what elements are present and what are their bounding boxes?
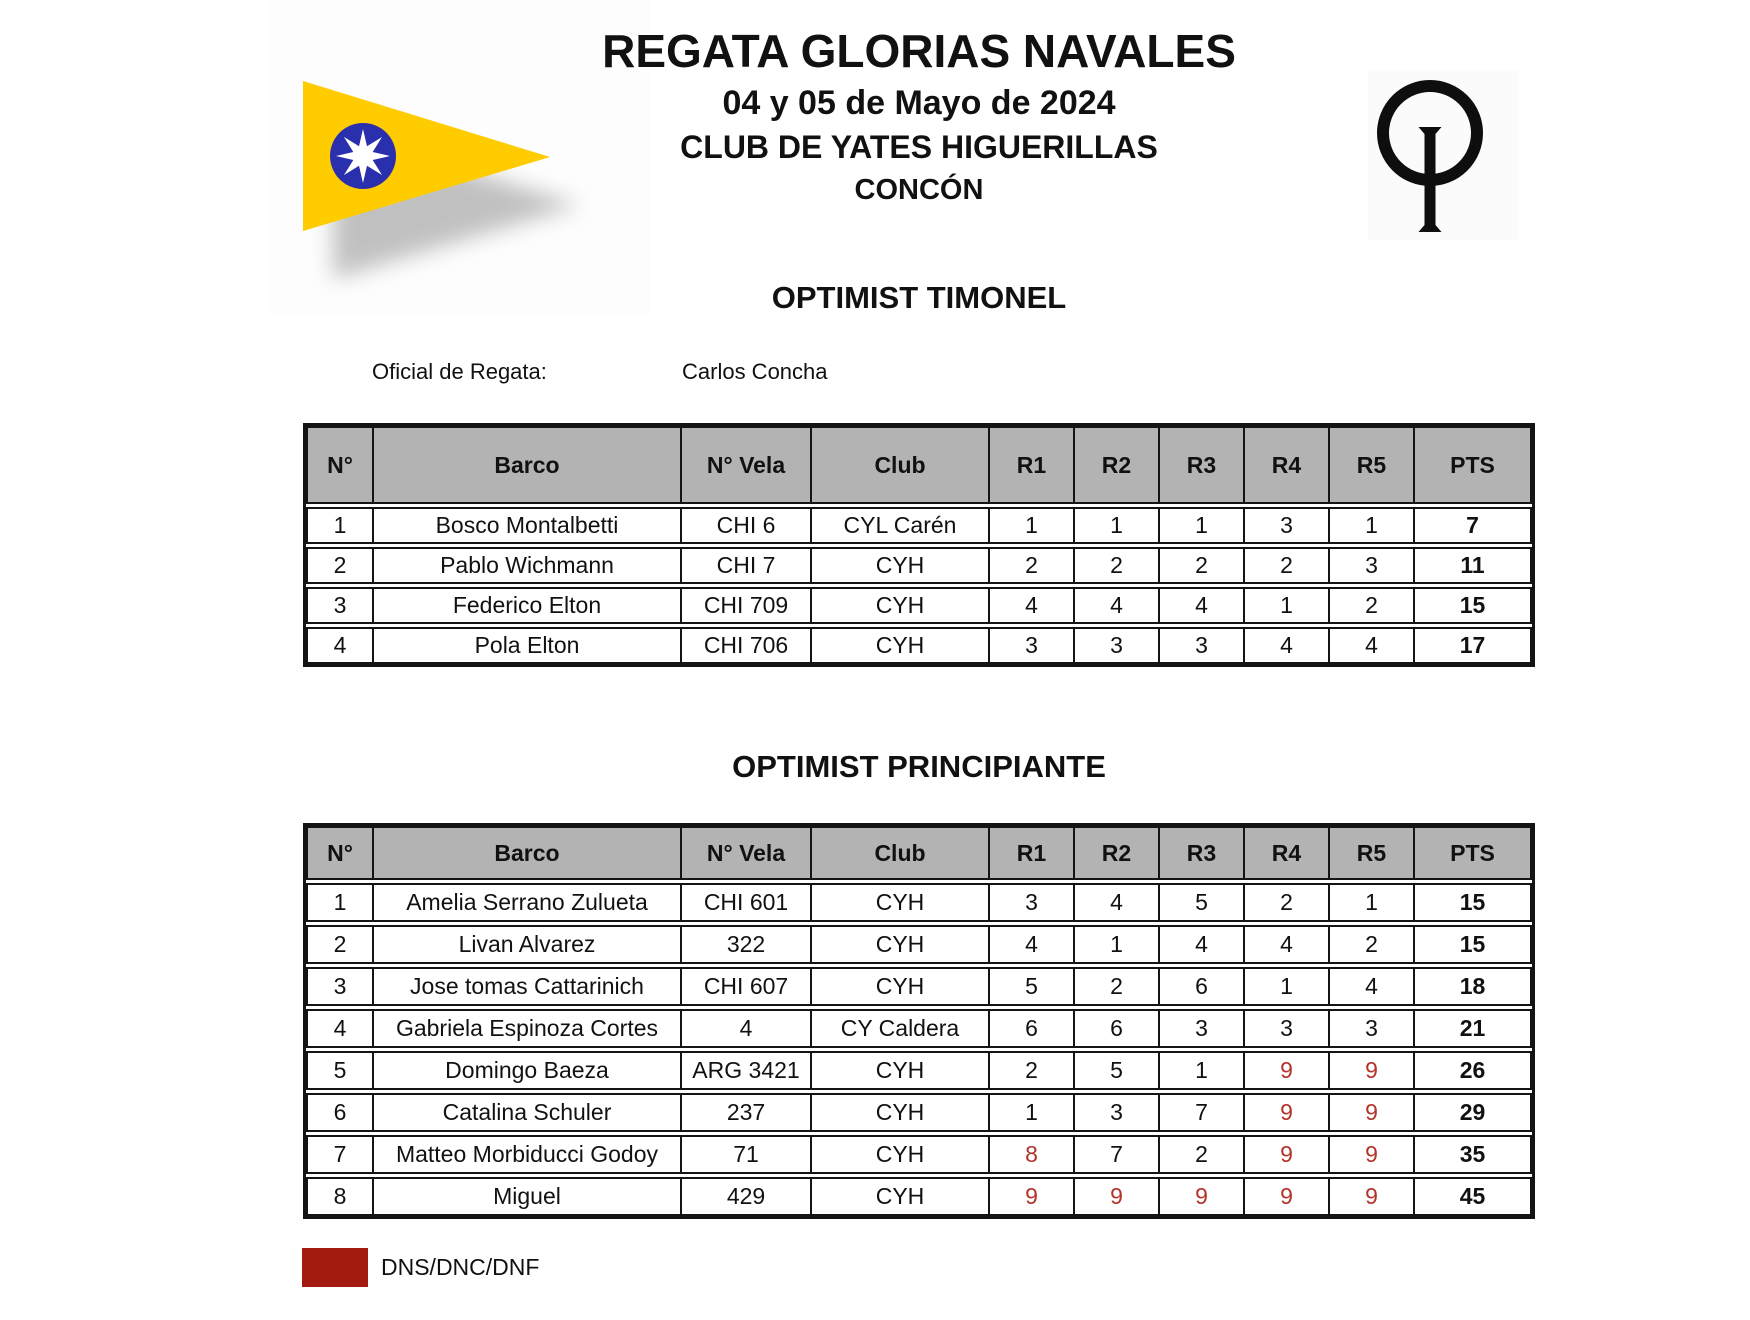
dnf-cell-r1: 9 xyxy=(988,1179,1073,1214)
cell-club: CYH xyxy=(810,1179,988,1214)
col-header-pts: PTS xyxy=(1413,428,1530,502)
club-name: CLUB DE YATES HIGUERILLAS xyxy=(680,129,1158,165)
cell-r3: 7 xyxy=(1158,1095,1243,1130)
col-header-pos: N° xyxy=(308,428,372,502)
cell-pos: 1 xyxy=(333,512,347,538)
cell-r5: 4 xyxy=(1328,969,1413,1004)
cell-club: CYH xyxy=(810,969,988,1004)
cell-r5: 2 xyxy=(1328,927,1413,962)
cell-r2: 4 xyxy=(1073,885,1158,920)
col-header-barco: Barco xyxy=(372,428,680,502)
table-row xyxy=(306,883,1532,922)
cell-barco: Matteo Morbiducci Godoy xyxy=(372,1137,680,1172)
col-header-r5: R5 xyxy=(1328,828,1413,878)
col-header-pos: N° xyxy=(308,828,372,878)
cell-barco: Domingo Baeza xyxy=(372,1053,680,1088)
col-header-r2: R2 xyxy=(1073,828,1158,878)
cell-r1: 3 xyxy=(988,629,1073,662)
cell-r3: 6 xyxy=(1158,969,1243,1004)
table-header-row xyxy=(306,426,1532,504)
cell-pos: 1 xyxy=(333,889,347,915)
results-table-timonel xyxy=(303,423,1535,667)
cell-barco: Miguel xyxy=(372,1179,680,1214)
col-header-r4: R4 xyxy=(1243,828,1328,878)
table-row xyxy=(306,1093,1532,1132)
cell-r2: 2 xyxy=(1073,969,1158,1004)
cell-pts: 45 xyxy=(1413,1179,1530,1214)
cell-r3: 5 xyxy=(1158,885,1243,920)
cell-barco: Amelia Serrano Zulueta xyxy=(372,885,680,920)
table-row xyxy=(306,627,1532,664)
cell-vela: CHI 607 xyxy=(680,969,810,1004)
cell-vela: 429 xyxy=(680,1179,810,1214)
dnf-cell-r1: 8 xyxy=(988,1137,1073,1172)
col-header-club: Club xyxy=(810,828,988,878)
cell-r1: 2 xyxy=(988,1053,1073,1088)
cell-club: CYH xyxy=(810,549,988,582)
cell-pos: 3 xyxy=(333,592,347,618)
cell-r4: 4 xyxy=(1243,629,1328,662)
table-row xyxy=(306,587,1532,624)
cell-r5: 1 xyxy=(1328,509,1413,542)
results-table-principiante xyxy=(303,823,1535,1219)
table-row xyxy=(306,547,1532,584)
col-header-pts: PTS xyxy=(1413,828,1530,878)
cell-club: CYH xyxy=(810,1095,988,1130)
section-title-principiante: OPTIMIST PRINCIPIANTE xyxy=(732,749,1106,784)
col-header-club: Club xyxy=(810,428,988,502)
event-date: 04 y 05 de Mayo de 2024 xyxy=(722,84,1116,122)
table-row xyxy=(306,507,1532,544)
cell-pos: 4 xyxy=(333,632,347,658)
cell-vela: CHI 6 xyxy=(680,509,810,542)
cell-vela: CHI 706 xyxy=(680,629,810,662)
race-official-label: Oficial de Regata: xyxy=(372,359,547,384)
cell-vela: ARG 3421 xyxy=(680,1053,810,1088)
cell-barco: Catalina Schuler xyxy=(372,1095,680,1130)
cell-barco: Jose tomas Cattarinich xyxy=(372,969,680,1004)
cell-r3: 1 xyxy=(1158,509,1243,542)
dnf-cell-r5: 9 xyxy=(1328,1137,1413,1172)
col-header-r2: R2 xyxy=(1073,428,1158,502)
cell-pts: 11 xyxy=(1413,549,1530,582)
cell-r4: 2 xyxy=(1243,549,1328,582)
cell-r1: 1 xyxy=(988,1095,1073,1130)
dnf-cell-r4: 9 xyxy=(1243,1137,1328,1172)
cell-r2: 6 xyxy=(1073,1011,1158,1046)
cell-r2: 4 xyxy=(1073,589,1158,622)
cell-r3: 2 xyxy=(1158,1137,1243,1172)
cell-r1: 6 xyxy=(988,1011,1073,1046)
dnf-cell-r4: 9 xyxy=(1243,1053,1328,1088)
cell-r4: 2 xyxy=(1243,885,1328,920)
cell-r1: 4 xyxy=(988,589,1073,622)
col-header-r1: R1 xyxy=(988,428,1073,502)
cell-r3: 3 xyxy=(1158,629,1243,662)
cell-pos: 3 xyxy=(333,973,347,999)
cell-pts: 15 xyxy=(1413,885,1530,920)
dnf-color-swatch xyxy=(302,1248,368,1287)
cell-r1: 4 xyxy=(988,927,1073,962)
table-row xyxy=(306,1051,1532,1090)
cell-r5: 4 xyxy=(1328,629,1413,662)
cell-barco: Gabriela Espinoza Cortes xyxy=(372,1011,680,1046)
cell-pts: 15 xyxy=(1413,927,1530,962)
dnf-cell-r4: 9 xyxy=(1243,1095,1328,1130)
cell-r4: 3 xyxy=(1243,509,1328,542)
cell-r2: 2 xyxy=(1073,549,1158,582)
col-header-r1: R1 xyxy=(988,828,1073,878)
cell-r2: 3 xyxy=(1073,629,1158,662)
cell-vela: 4 xyxy=(680,1011,810,1046)
cell-vela: CHI 601 xyxy=(680,885,810,920)
page-title: REGATA GLORIAS NAVALES xyxy=(602,25,1236,77)
cell-vela: 71 xyxy=(680,1137,810,1172)
cell-r3: 4 xyxy=(1158,589,1243,622)
cell-pos: 4 xyxy=(333,1015,347,1041)
cell-pos: 2 xyxy=(333,931,347,957)
cell-r1: 2 xyxy=(988,549,1073,582)
cell-r5: 1 xyxy=(1328,885,1413,920)
cell-r2: 3 xyxy=(1073,1095,1158,1130)
cell-r1: 5 xyxy=(988,969,1073,1004)
cell-r2: 1 xyxy=(1073,509,1158,542)
cell-pos: 7 xyxy=(333,1141,347,1167)
cell-r2: 5 xyxy=(1073,1053,1158,1088)
cell-club: CYL Carén xyxy=(810,509,988,542)
col-header-r3: R3 xyxy=(1158,828,1243,878)
city-name: CONCÓN xyxy=(854,174,984,206)
dnf-cell-r5: 9 xyxy=(1328,1053,1413,1088)
cell-barco: Pola Elton xyxy=(372,629,680,662)
dnf-cell-r5: 9 xyxy=(1328,1179,1413,1214)
table-row xyxy=(306,1009,1532,1048)
dnf-cell-r4: 9 xyxy=(1243,1179,1328,1214)
dnf-cell-r5: 9 xyxy=(1328,1095,1413,1130)
col-header-vela: N° Vela xyxy=(680,828,810,878)
race-official-name: Carlos Concha xyxy=(682,359,828,384)
cell-barco: Federico Elton xyxy=(372,589,680,622)
cell-barco: Bosco Montalbetti xyxy=(372,509,680,542)
cell-r5: 2 xyxy=(1328,589,1413,622)
cell-r4: 3 xyxy=(1243,1011,1328,1046)
cell-barco: Livan Alvarez xyxy=(372,927,680,962)
cell-r1: 1 xyxy=(988,509,1073,542)
table-row xyxy=(306,1135,1532,1174)
legend-label: DNS/DNC/DNF xyxy=(381,1254,540,1280)
cell-pts: 7 xyxy=(1413,509,1530,542)
cell-club: CY Caldera xyxy=(810,1011,988,1046)
cell-club: CYH xyxy=(810,1053,988,1088)
cell-r3: 4 xyxy=(1158,927,1243,962)
cell-pos: 8 xyxy=(333,1183,347,1209)
table-header-row xyxy=(306,826,1532,880)
col-header-r3: R3 xyxy=(1158,428,1243,502)
col-header-vela: N° Vela xyxy=(680,428,810,502)
cell-vela: 237 xyxy=(680,1095,810,1130)
cell-pts: 18 xyxy=(1413,969,1530,1004)
cell-pts: 26 xyxy=(1413,1053,1530,1088)
cell-r4: 1 xyxy=(1243,969,1328,1004)
cell-r2: 1 xyxy=(1073,927,1158,962)
cell-barco: Pablo Wichmann xyxy=(372,549,680,582)
cell-r1: 3 xyxy=(988,885,1073,920)
cell-vela: 322 xyxy=(680,927,810,962)
cell-r5: 3 xyxy=(1328,1011,1413,1046)
cell-pts: 35 xyxy=(1413,1137,1530,1172)
cell-r3: 3 xyxy=(1158,1011,1243,1046)
table-row xyxy=(306,1177,1532,1216)
col-header-r4: R4 xyxy=(1243,428,1328,502)
cell-club: CYH xyxy=(810,1137,988,1172)
cell-r4: 1 xyxy=(1243,589,1328,622)
table-row xyxy=(306,925,1532,964)
dnf-cell-r3: 9 xyxy=(1158,1179,1243,1214)
cell-pts: 15 xyxy=(1413,589,1530,622)
cell-r5: 3 xyxy=(1328,549,1413,582)
cell-r3: 1 xyxy=(1158,1053,1243,1088)
cell-pts: 29 xyxy=(1413,1095,1530,1130)
cell-vela: CHI 7 xyxy=(680,549,810,582)
dnf-cell-r2: 9 xyxy=(1073,1179,1158,1214)
cell-club: CYH xyxy=(810,629,988,662)
cell-club: CYH xyxy=(810,885,988,920)
cell-pts: 17 xyxy=(1413,629,1530,662)
legend xyxy=(302,1248,539,1287)
table-row xyxy=(306,967,1532,1006)
cell-pos: 2 xyxy=(333,552,347,578)
section-title-timonel: OPTIMIST TIMONEL xyxy=(771,280,1067,315)
cell-club: CYH xyxy=(810,589,988,622)
col-header-r5: R5 xyxy=(1328,428,1413,502)
cell-vela: CHI 709 xyxy=(680,589,810,622)
col-header-barco: Barco xyxy=(372,828,680,878)
cell-r3: 2 xyxy=(1158,549,1243,582)
cell-club: CYH xyxy=(810,927,988,962)
cell-pos: 6 xyxy=(333,1099,347,1125)
cell-pos: 5 xyxy=(333,1057,347,1083)
cell-r4: 4 xyxy=(1243,927,1328,962)
cell-pts: 21 xyxy=(1413,1011,1530,1046)
cell-r2: 7 xyxy=(1073,1137,1158,1172)
